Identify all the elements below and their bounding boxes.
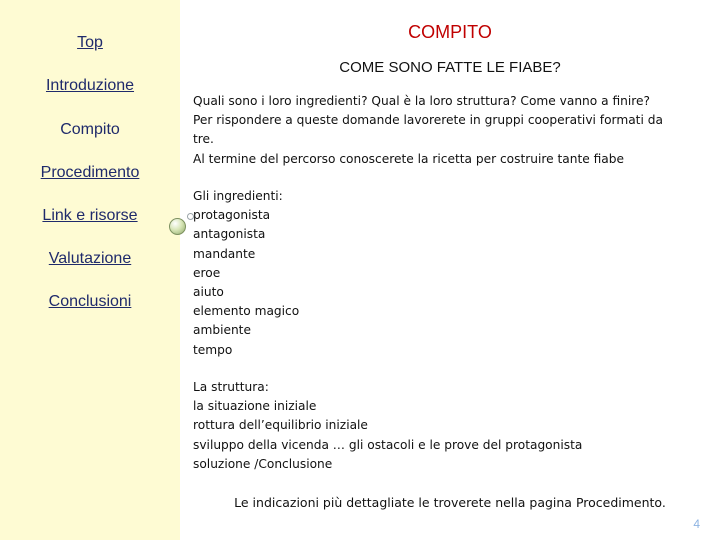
list-item: la situazione iniziale [193, 399, 317, 414]
intro-line: Al termine del percorso conoscerete la ricetta per costruire tante fiabe [193, 151, 624, 166]
green-ball-bullet-icon [169, 218, 186, 235]
list-item: aiuto [193, 285, 224, 300]
intro-line: Quali sono i loro ingredienti? Qual è la loro struttura? Come vanno a finire? [193, 94, 650, 108]
nav-link-compito[interactable]: Compito [60, 121, 120, 138]
page-number: 4 [693, 517, 700, 531]
list-item: rottura dell’equilibrio iniziale [193, 418, 368, 433]
list-item: protagonista [193, 208, 271, 223]
nav-link-conclusioni[interactable]: Conclusioni [48, 293, 132, 310]
list-item: mandante [193, 246, 256, 261]
list-item: soluzione /Conclusione [193, 456, 333, 471]
list-item: elemento magico [193, 304, 300, 319]
structure-heading: La struttura: [193, 380, 269, 394]
page-title: COMPITO [408, 22, 492, 42]
list-item: sviluppo della vicenda … gli ostacoli e le prove del protagonista [193, 437, 583, 452]
procedure-note: Le indicazioni più dettagliate le troverete nella pagina Procedimento. [234, 495, 666, 510]
ingredients-list [193, 187, 703, 360]
intro-line: Per rispondere a queste domande lavorerete in gruppi cooperativi formati da [193, 113, 663, 128]
intro-line: tre. [193, 132, 214, 147]
intro-text [193, 92, 703, 169]
nav-link-procedimento[interactable]: Procedimento [40, 164, 140, 181]
sidebar-nav [0, 0, 180, 540]
structure-list [193, 378, 703, 474]
list-item: ambiente [193, 323, 251, 338]
nav-link-introduzione[interactable]: Introduzione [45, 77, 135, 94]
list-item: tempo [193, 342, 233, 357]
page-subtitle: COME SONO FATTE LE FIABE? [339, 59, 561, 76]
list-item: antagonista [193, 227, 266, 242]
ingredients-heading: Gli ingredienti: [193, 189, 283, 203]
nav-link-valutazione[interactable]: Valutazione [48, 250, 132, 267]
list-item: eroe [193, 265, 221, 280]
nav-link-link-e-risorse[interactable]: Link e risorse [42, 207, 138, 224]
nav-link-top[interactable]: Top [77, 34, 103, 51]
